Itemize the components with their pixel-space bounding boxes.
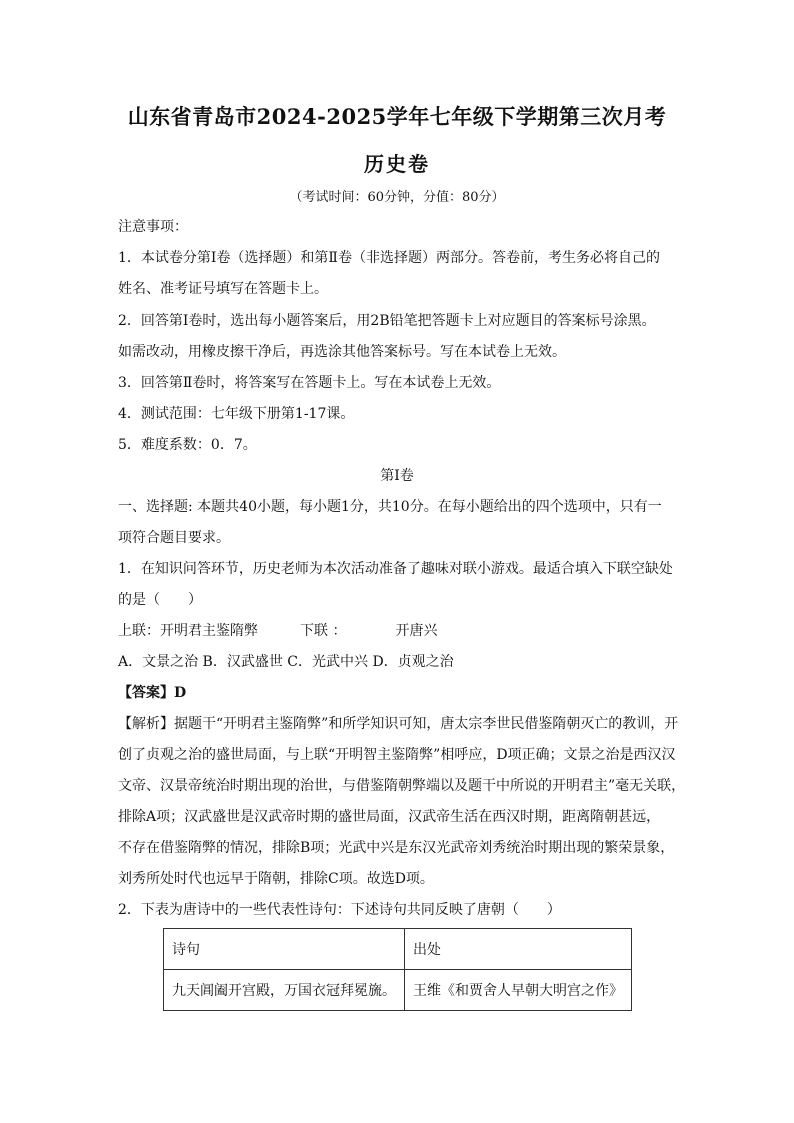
question-1-stem: 1．在知识问答环节，历史老师为本次活动准备了趣味对联小游戏。最适合填入下联空缺处 [118,561,673,577]
question-1-analysis: 创了贞观之治的盛世局面，与上联“开明智主鉴隋弊”相呼应，D项正确；文景之治是西汉汉 [118,747,676,763]
question-1-couplet: 上联：开明君主鉴隋弊 下联 ： 开唐兴 [118,623,438,639]
question-1-stem: 的是（ ） [118,592,202,608]
question-1-analysis: 【解析】据题干“开明君主鉴隋弊”和所学知识可知，唐太宗李世民借鉴隋朝灭亡的教训，开 [118,716,679,732]
question-1-options: A．文景之治 B．汉武盛世 C．光武中兴 D．贞观之治 [118,654,454,670]
exam-info: （考试时间：60分钟，分值：80分） [289,190,505,205]
notes-line: 姓名、准考证号填写在答题卡上。 [118,281,328,297]
question-1-analysis: 排除A项；汉武盛世是汉武帝时期的盛世局面，汉武帝生活在西汉时期，距离隋朝甚远， [118,809,661,825]
table-cell: 王维《和贾舍人早朝大明宫之作》 [405,970,632,1011]
exam-title: 山东省青岛市2024-2025学年七年级下学期第三次月考 [127,104,667,129]
question-2-stem: 2．下表为唐诗中的一些代表性诗句：下述诗句共同反映了唐朝（ ） [118,902,561,918]
question-1-analysis: 刘秀所处时代也远早于隋朝，排除C项。故选D项。 [118,871,434,887]
notes-line: 2．回答第Ⅰ卷时，选出每小题答案后，用2B铅笔把答题卡上对应题目的答案标号涂黑。 [118,313,656,329]
section-title: 第Ⅰ卷 [380,468,414,484]
section-intro: 一、选择题: 本题共40小题，每小题1分，共10分。在每小题给出的四个选项中，只有一 [118,499,662,515]
table-header-cell: 出处 [405,929,632,970]
table-row [164,970,632,1011]
table-cell: 九天阊阖开宫殿，万国衣冠拜冕旒。 [164,970,405,1011]
question-1-answer: 【答案】D [118,685,187,701]
notes-line: 3．回答第Ⅱ卷时，将答案写在答题卡上。写在本试卷上无效。 [118,375,501,391]
table-header-row [164,929,632,970]
question-1-analysis: 不存在借鉴隋弊的情况，排除B项；光武中兴是东汉光武帝刘秀统治时期出现的繁荣景象， [118,840,675,856]
exam-subject: 历史卷 [364,152,430,176]
notes-line: 1．本试卷分第Ⅰ卷（选择题）和第Ⅱ卷（非选择题）两部分。答卷前，考生务必将自己的 [118,250,660,266]
table-header-cell: 诗句 [164,929,405,970]
notes-line: 4．测试范围：七年级下册第1-17课。 [118,406,355,422]
notes-line: 如需改动，用橡皮擦干净后，再选涂其他答案标号。写在本试卷上无效。 [118,344,566,360]
notes-heading: 注意事项： [118,219,188,235]
poem-table [163,928,632,1011]
question-1-analysis: 文帝、汉景帝统治时期出现的治世，与借鉴隋朝弊端以及题干中所说的开明君主”毫无关联， [118,778,686,794]
section-intro: 项符合题目要求。 [118,530,230,546]
notes-line: 5．难度系数：0．7。 [118,437,257,453]
